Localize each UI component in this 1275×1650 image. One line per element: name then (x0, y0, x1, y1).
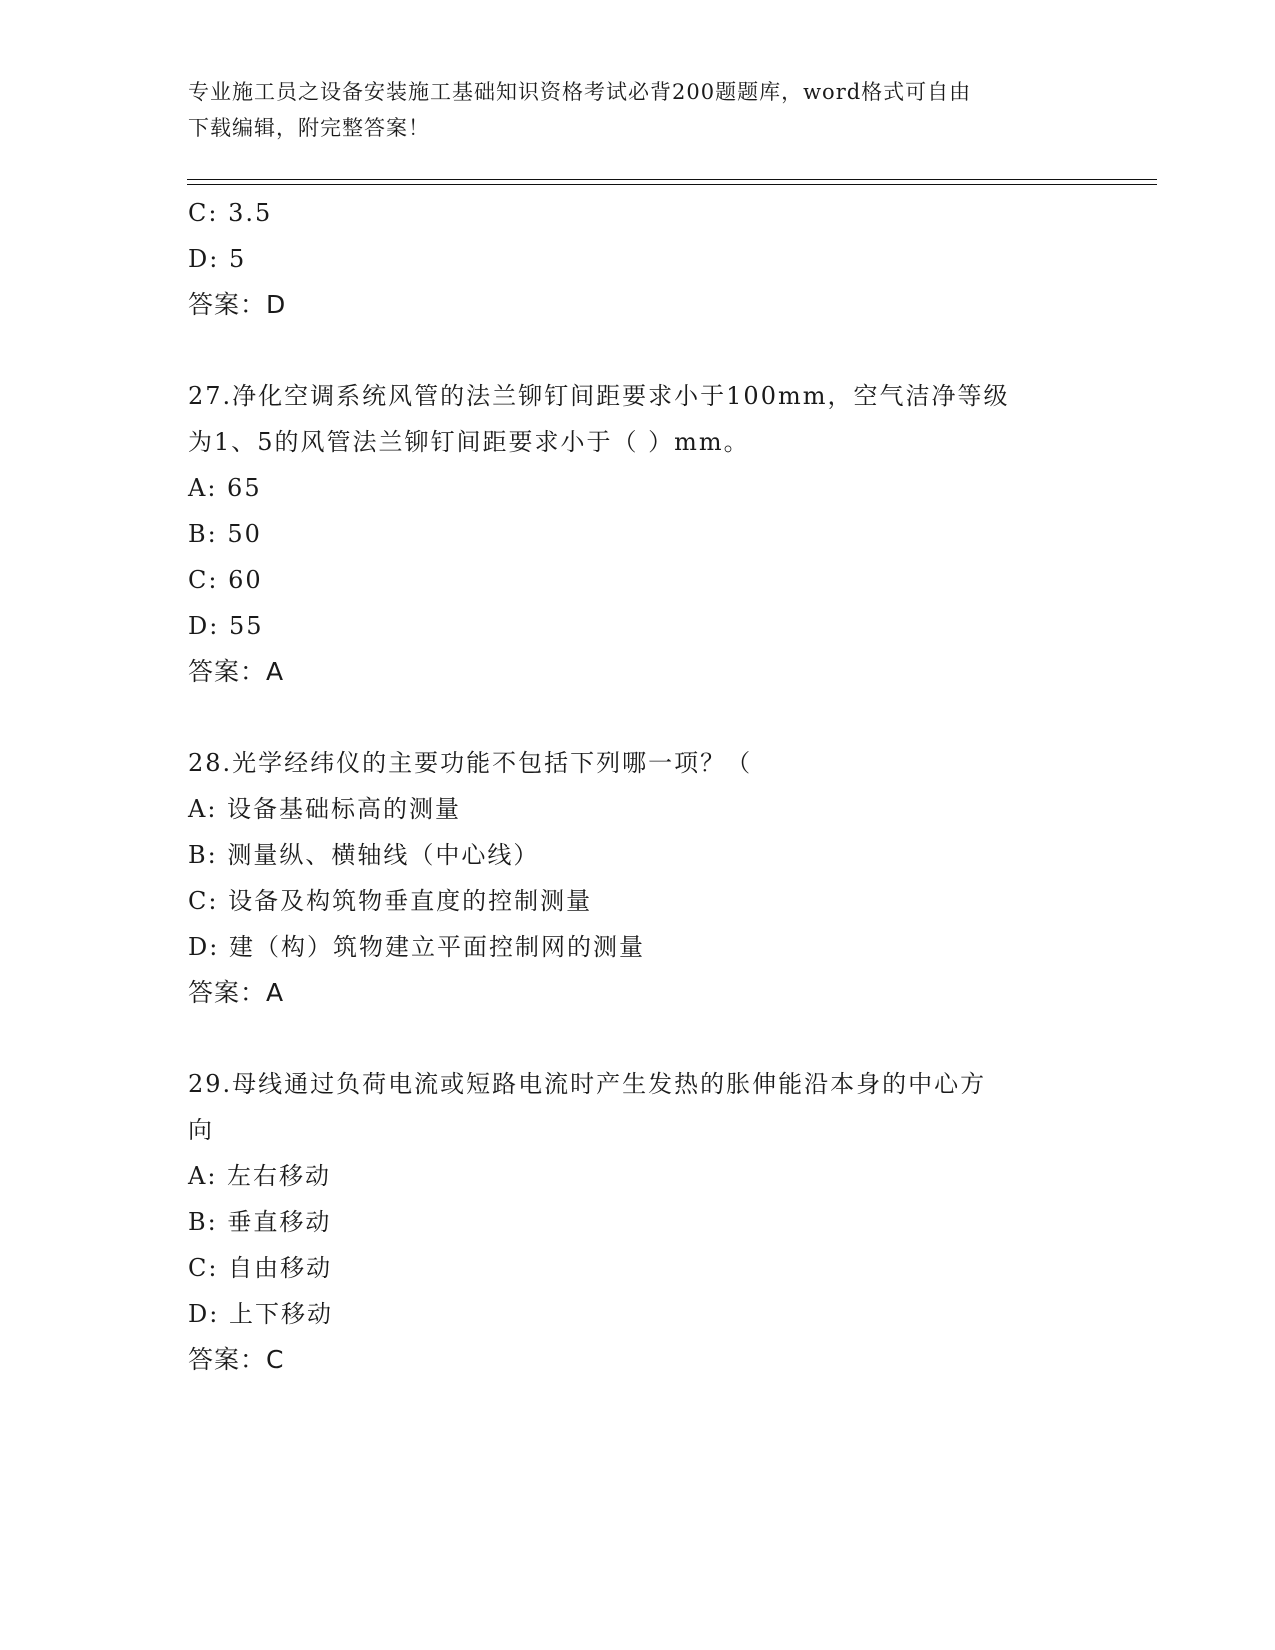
option-b: B: 测量纵、横轴线（中心线） (188, 841, 540, 869)
header-divider-top (187, 179, 1157, 180)
question-stem: 29.母线通过负荷电流或短路电流时产生发热的胀伸能沿本身的中心方 (188, 1070, 987, 1098)
option-d: D: 55 (188, 612, 264, 640)
question-stem: 27.净化空调系统风管的法兰铆钉间距要求小于100mm，空气洁净等级 (188, 382, 1010, 410)
question-29 (188, 1061, 1088, 1383)
answer-line: 答案：A (188, 978, 285, 1007)
spacer (188, 695, 1088, 740)
header-line-2: 下载编辑，附完整答案！ (188, 116, 430, 140)
option-d: D: 建（构）筑物建立平面控制网的测量 (188, 933, 645, 961)
answer-line: 答案：A (188, 657, 285, 686)
option-b: B: 垂直移动 (188, 1208, 332, 1236)
question-stem-continued: 向 (188, 1116, 214, 1144)
spacer (188, 1016, 1088, 1061)
question-26-tail (188, 190, 1088, 328)
answer-line: 答案：D (188, 290, 287, 319)
header-line-1: 专业施工员之设备安装施工基础知识资格考试必背200题题库，word格式可自由 (188, 80, 972, 104)
answer-line: 答案：C (188, 1345, 285, 1374)
question-stem: 28.光学经纬仪的主要功能不包括下列哪一项？（ (188, 749, 753, 777)
header-divider-bottom (187, 184, 1157, 185)
option-d: D: 上下移动 (188, 1300, 333, 1328)
option-a: A: 设备基础标高的测量 (188, 795, 462, 823)
option-c: C: 3.5 (188, 199, 273, 227)
option-d: D: 5 (188, 245, 247, 273)
document-header (188, 74, 1088, 146)
option-b: B: 50 (188, 520, 262, 548)
question-27 (188, 373, 1088, 695)
spacer (188, 328, 1088, 373)
question-stem-continued: 为1、5的风管法兰铆钉间距要求小于（ ）mm。 (188, 428, 750, 456)
option-a: A: 左右移动 (188, 1162, 332, 1190)
question-list (188, 190, 1088, 1383)
option-c: C: 自由移动 (188, 1254, 333, 1282)
option-a: A: 65 (188, 474, 262, 502)
question-28 (188, 740, 1088, 1016)
option-c: C: 设备及构筑物垂直度的控制测量 (188, 887, 593, 915)
option-c: C: 60 (188, 566, 263, 594)
